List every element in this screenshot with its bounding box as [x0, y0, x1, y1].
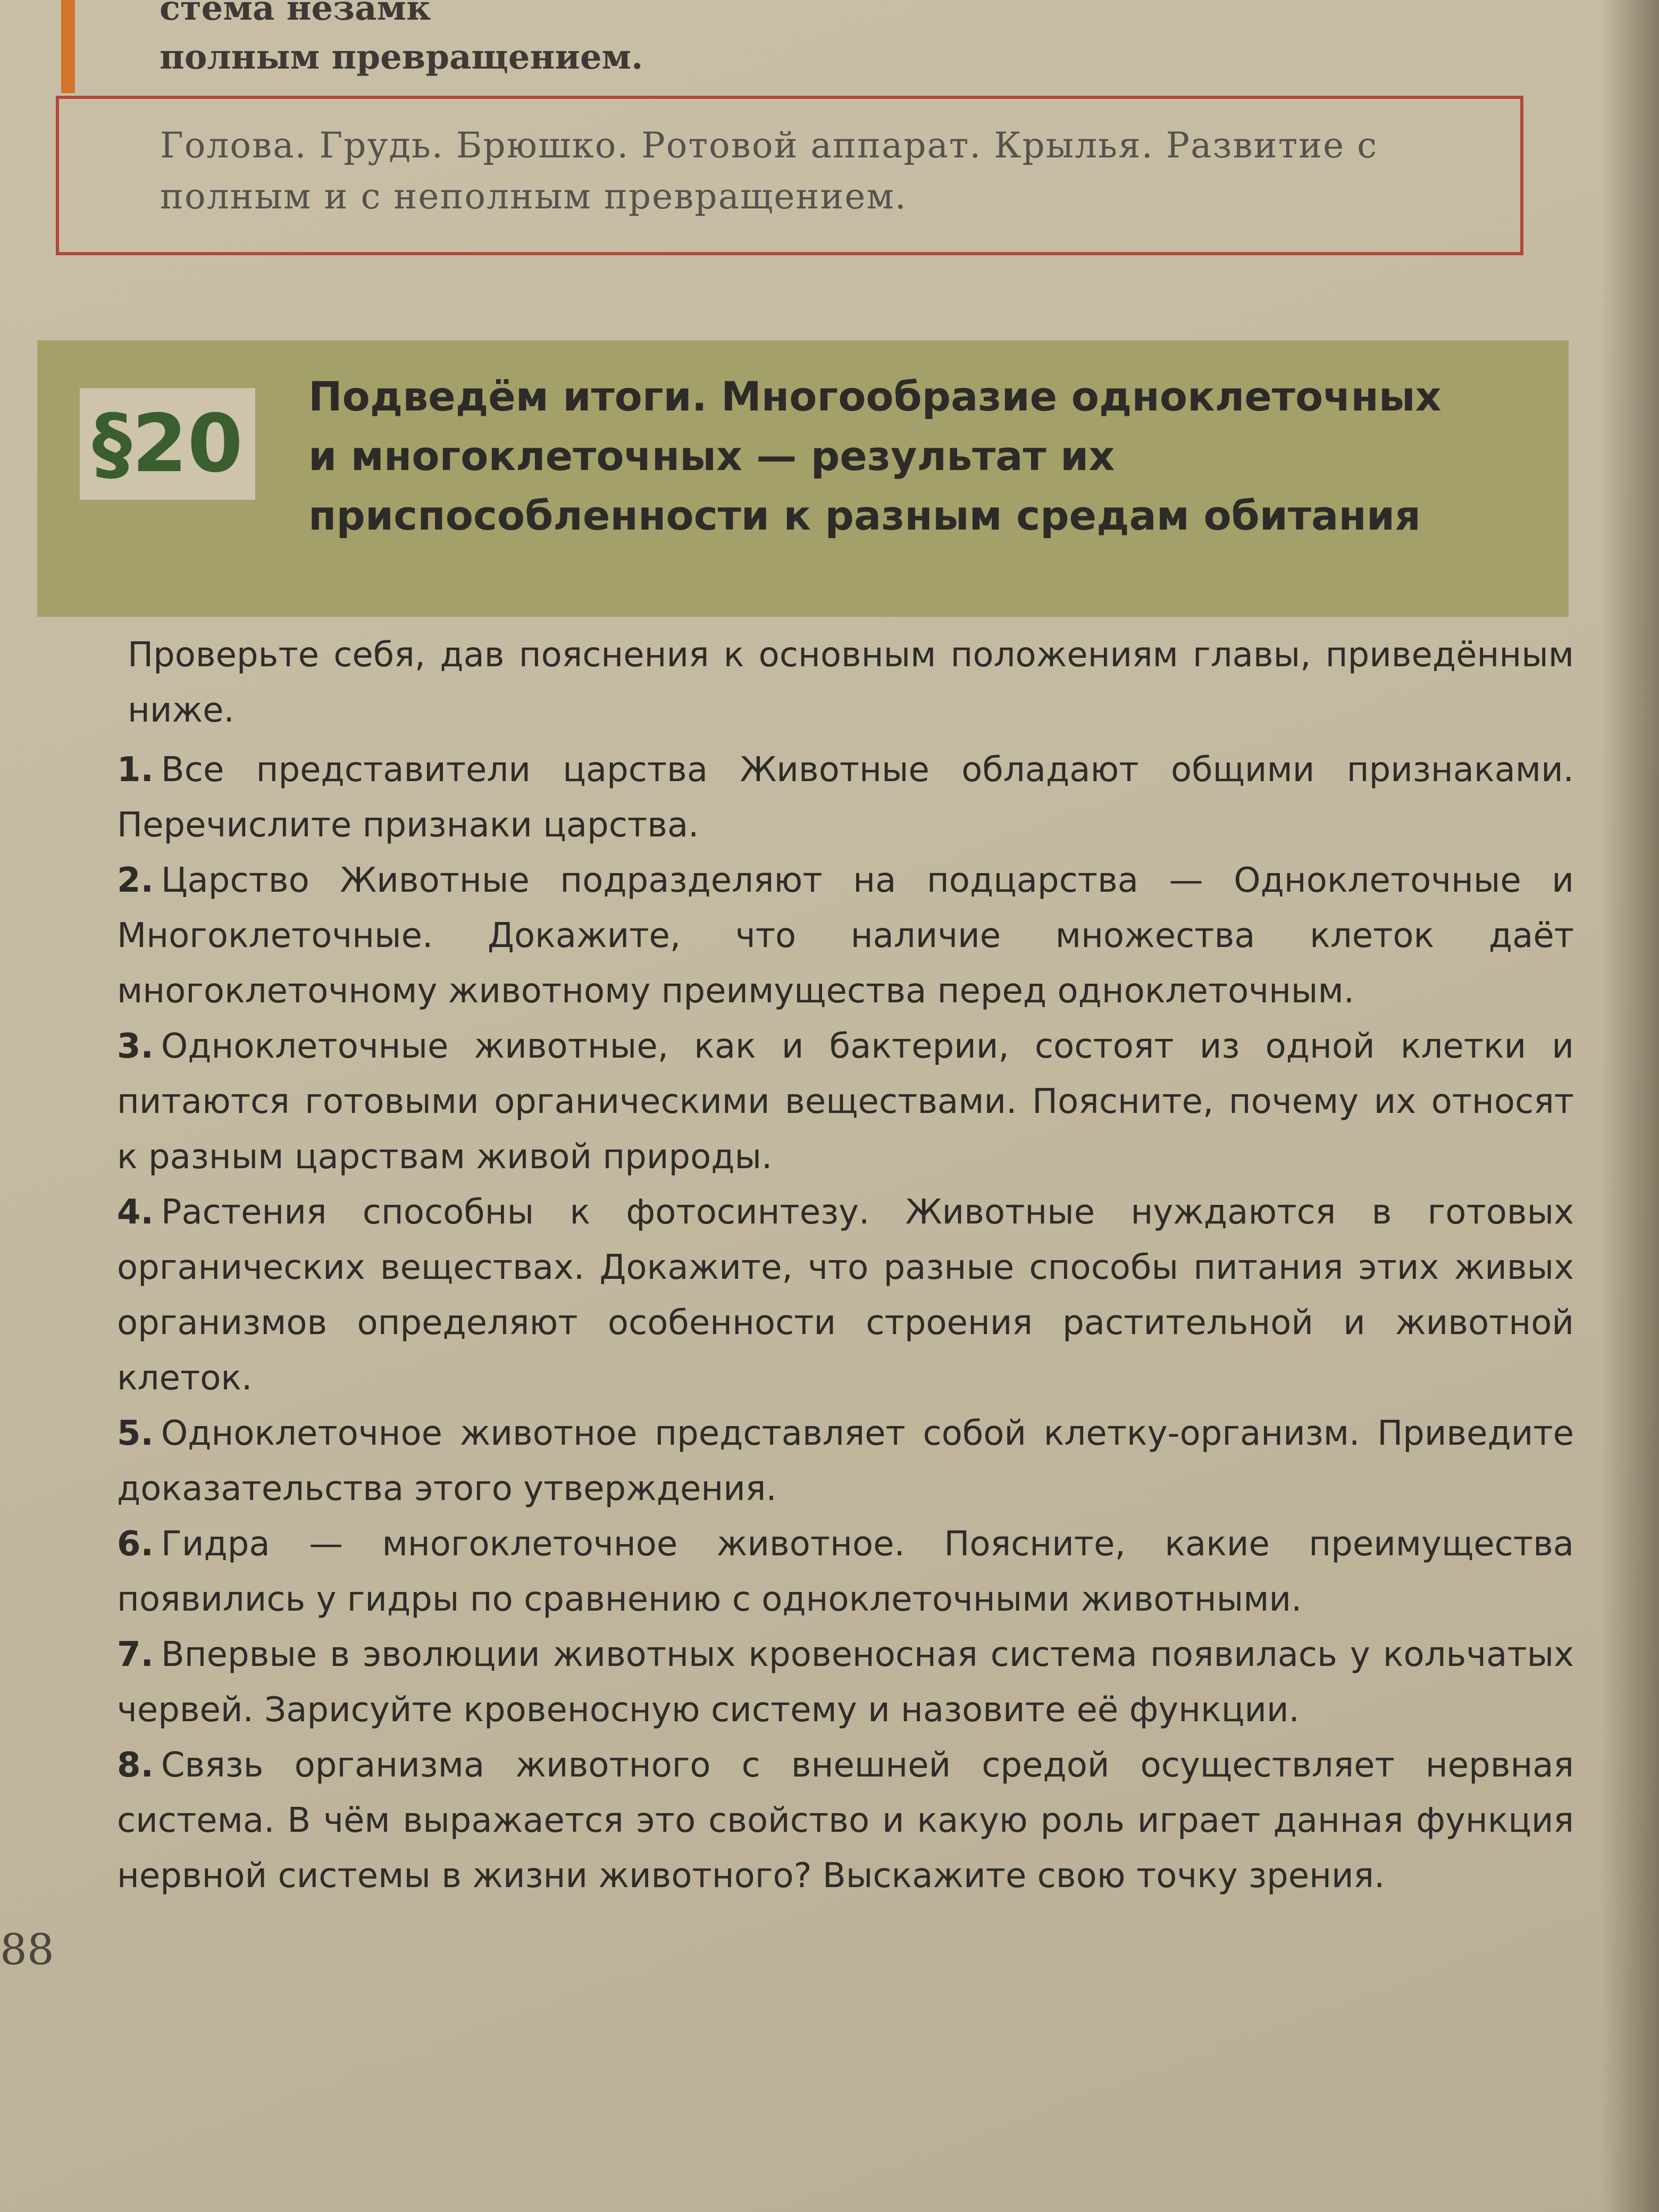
- fragment-line-1: стема незамк: [160, 0, 431, 28]
- question-text: Царство Животные подразделяют на подцарства — Одноклеточные и Многоклеточные. Докажите, что наличие множества клеток даёт многоклеточному животному преимущества перед одноклеточным.: [117, 861, 1574, 1011]
- binding-shadow: [1601, 0, 1659, 2212]
- section-title: [308, 367, 1531, 546]
- previous-section-fragment: [160, 0, 1542, 82]
- question-number: 5.: [117, 1414, 154, 1453]
- page-number: 88: [0, 1925, 54, 1974]
- question-number: 6.: [117, 1524, 154, 1564]
- key-terms-box: [56, 96, 1523, 255]
- question-text: Одноклеточные животные, как и бактерии, состоят из одной клетки и питаются готовыми органическими веществами. Поясните, почему их относят к разным царствам живой природы.: [117, 1027, 1574, 1177]
- key-terms-text: Голова. Грудь. Брюшко. Ротовой аппарат. Крылья. Развитие с полным и с неполным превращением.: [160, 125, 1378, 217]
- section-title-line-1: Подведём итоги. Многообразие одноклеточных: [308, 373, 1442, 420]
- question-number: 3.: [117, 1027, 154, 1066]
- question-item: [117, 1516, 1574, 1627]
- section-title-line-3: приспособленности к разным средам обитания: [308, 492, 1421, 539]
- question-number: 8.: [117, 1746, 154, 1785]
- question-item: [117, 1627, 1574, 1738]
- question-list: [117, 742, 1574, 1904]
- question-text: Одноклеточное животное представляет собой клетку-организм. Приведите доказательства этого утверждения.: [117, 1414, 1574, 1509]
- question-item: [117, 742, 1574, 853]
- section-number-badge: §20: [80, 388, 255, 500]
- margin-accent-bar: [61, 0, 75, 93]
- question-number: 2.: [117, 861, 154, 900]
- question-text: Растения способны к фотосинтезу. Животные нуждаются в готовых органических веществах. Докажите, что разные способы питания этих живых организмов определяют особенности строения растительной и животной клеток.: [117, 1193, 1574, 1398]
- question-number: 7.: [117, 1635, 154, 1674]
- fragment-line-2: полным превращением.: [160, 37, 643, 77]
- review-questions: [117, 627, 1574, 1904]
- question-item: [117, 1738, 1574, 1904]
- question-item: [117, 1406, 1574, 1516]
- question-number: 4.: [117, 1193, 154, 1232]
- question-item: [117, 1019, 1574, 1185]
- question-text: Все представители царства Животные обладают общими признаками. Перечислите признаки царства.: [117, 750, 1574, 845]
- question-item: [117, 853, 1574, 1019]
- question-item: [117, 1185, 1574, 1406]
- question-number: 1.: [117, 750, 154, 790]
- intro-paragraph: Проверьте себя, дав пояснения к основным положениям главы, приведённым ниже.: [128, 635, 1574, 730]
- question-text: Гидра — многоклеточное животное. Поясните, какие преимущества появились у гидры по сравнению с одноклеточными животными.: [117, 1524, 1574, 1619]
- question-text: Впервые в эволюции животных кровеносная система появилась у кольчатых червей. Зарисуйте кровеносную систему и назовите её функции.: [117, 1635, 1574, 1730]
- section-title-line-2: и многоклеточных — результат их: [308, 432, 1115, 480]
- question-text: Связь организма животного с внешней средой осуществляет нервная система. В чём выражается это свойство и какую роль играет данная функция нервной системы в жизни животного? Выскажите свою точку зрения.: [117, 1746, 1574, 1896]
